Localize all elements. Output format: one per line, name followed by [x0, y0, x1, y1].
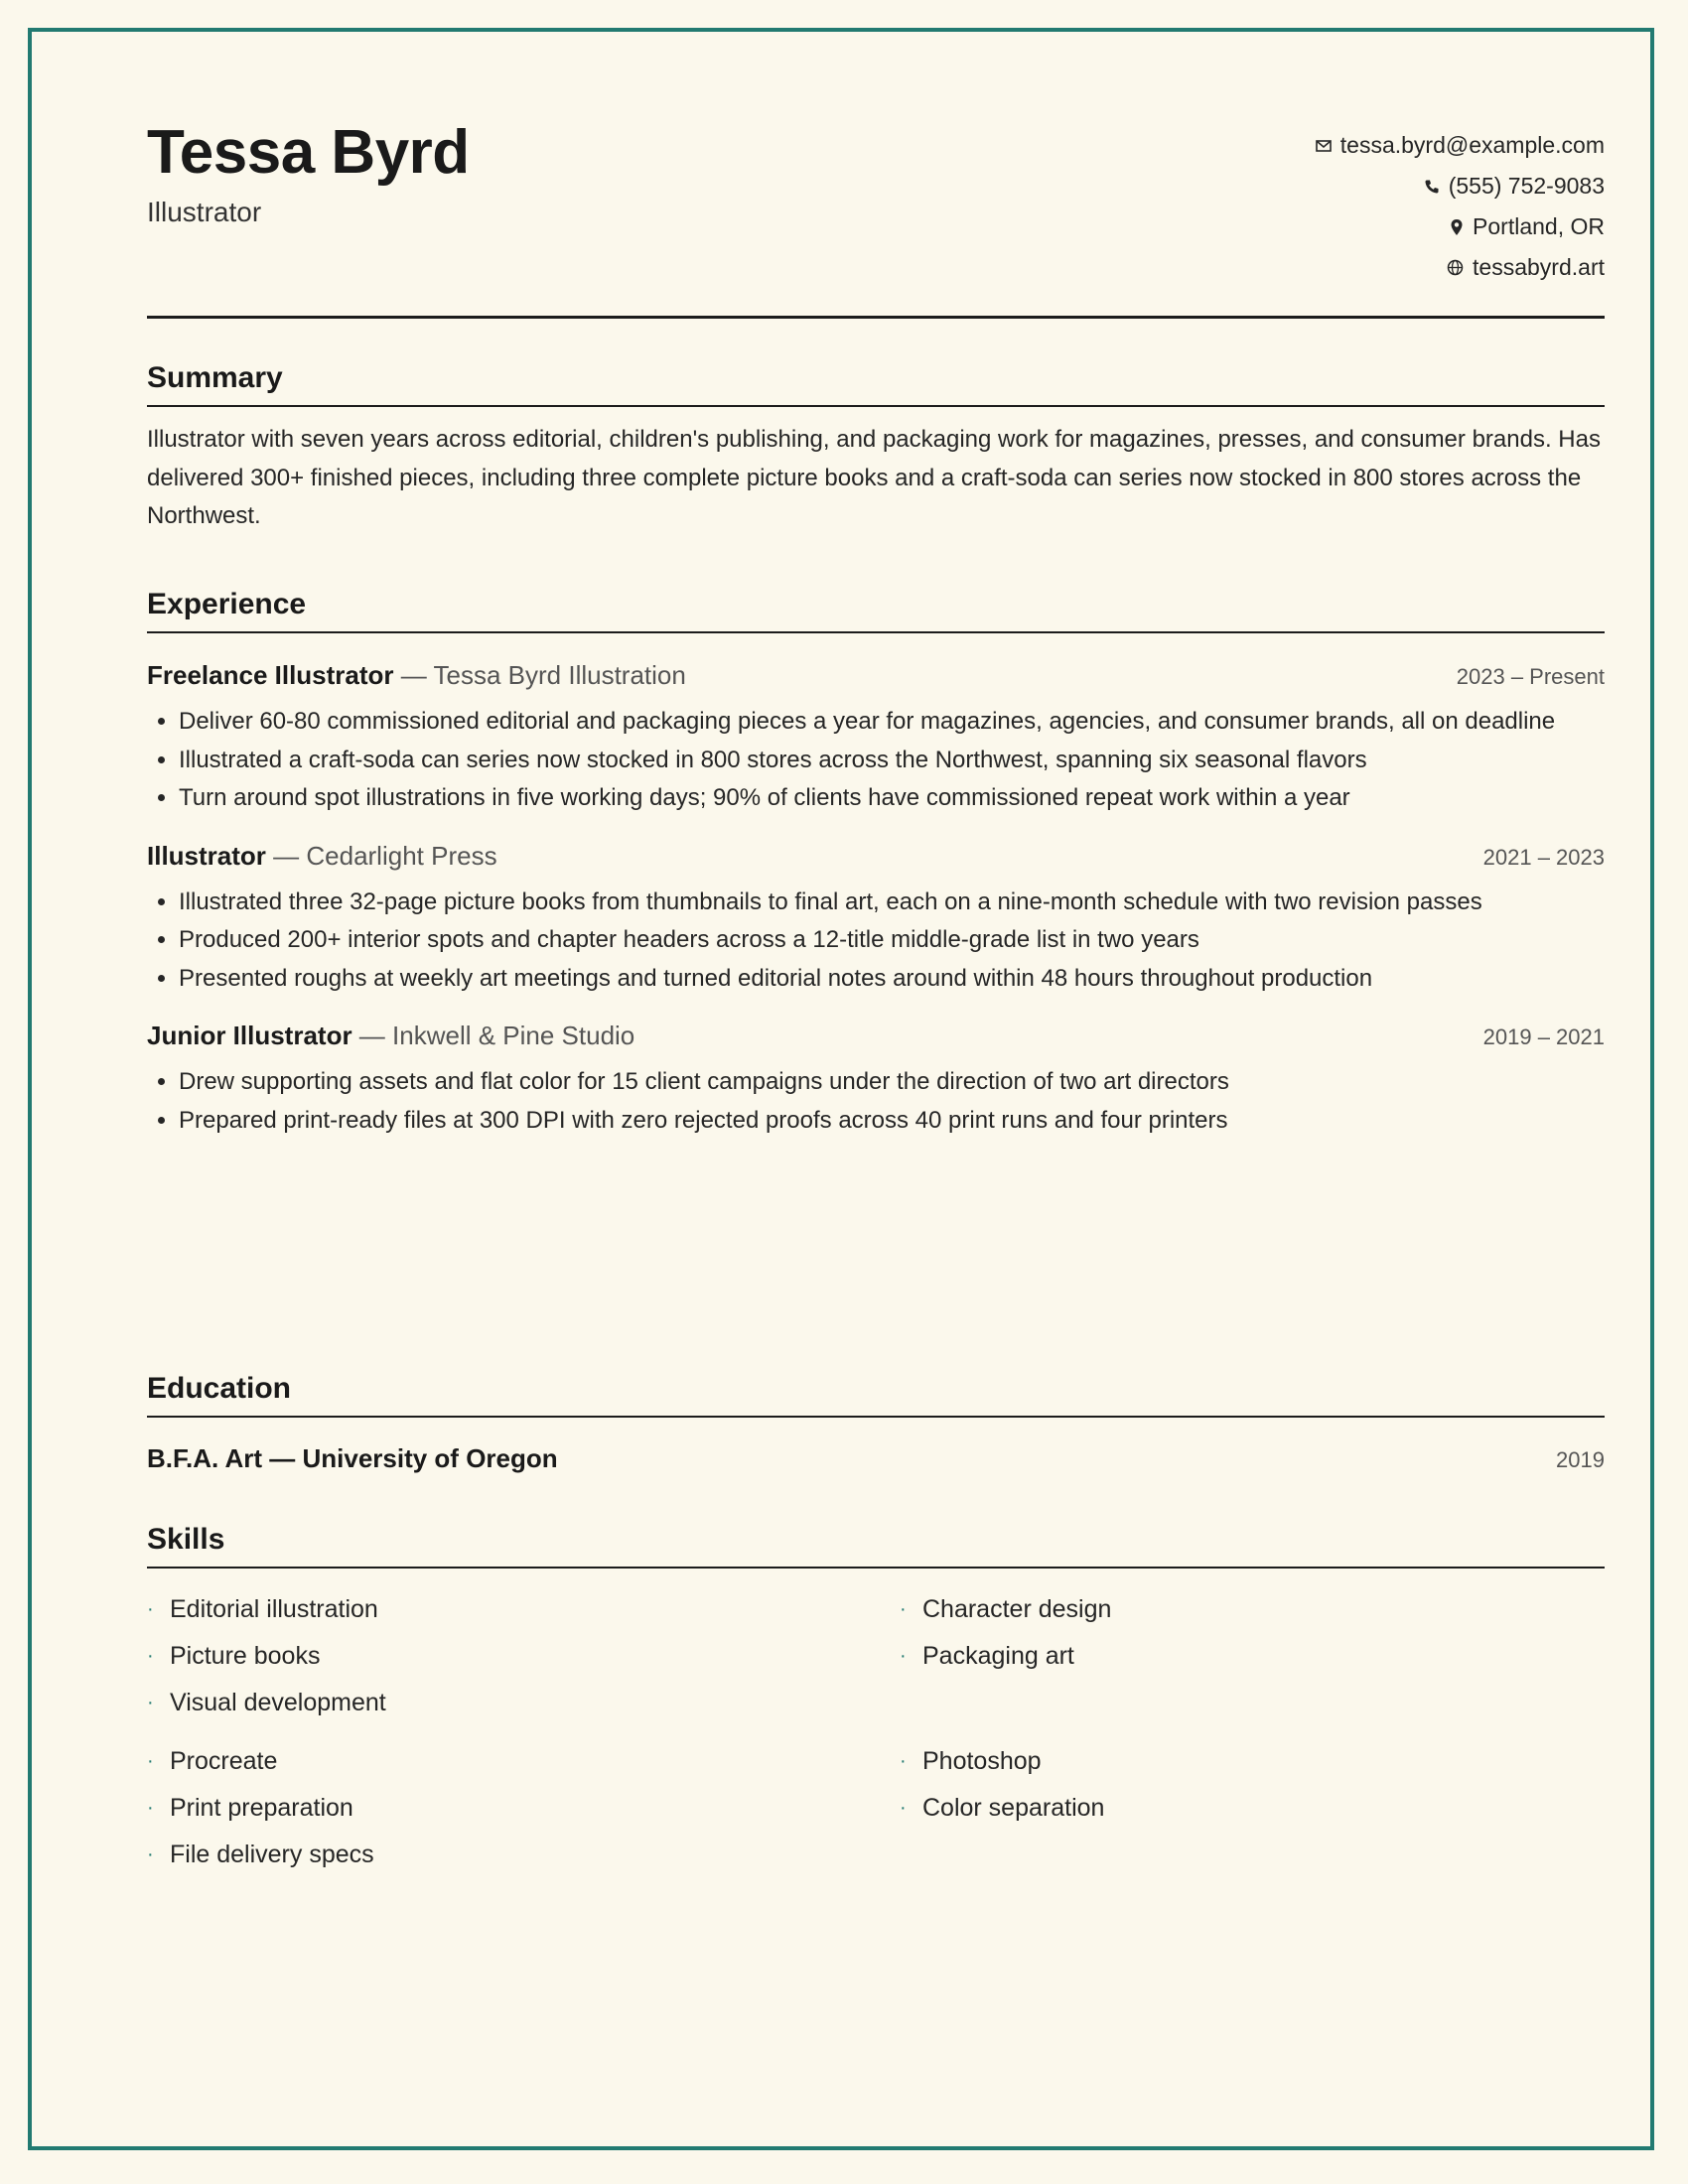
contact-location — [1316, 206, 1605, 247]
job-bullet: • Prepared print-ready files at 300 DPI with zero rejected proofs across 40 print runs and four printers — [179, 1102, 1605, 1141]
job-bullets — [147, 1063, 1605, 1140]
job-bullet: • Drew supporting assets and flat color for 15 client campaigns under the direction of two art directors — [179, 1063, 1605, 1102]
section-title-education: Education — [147, 1370, 1605, 1418]
contact-email-text: tessa.byrd@example.com — [1339, 132, 1605, 158]
skill-label: File delivery specs — [170, 1841, 374, 1868]
job-heading — [147, 838, 497, 874]
job-header — [147, 1018, 1605, 1055]
job-company: — Tessa Byrd Illustration — [393, 660, 686, 690]
job-bullet: • Illustrated a craft-soda can series now stocked in 800 stores across the Northwest, spanning six seasonal flavors — [179, 742, 1605, 780]
skill-label: Character design — [922, 1595, 1112, 1623]
skill-label: Visual development — [170, 1689, 386, 1716]
job-entry — [147, 657, 1605, 818]
section-title-summary: Summary — [147, 359, 1605, 407]
job-title: Freelance Illustrator — [147, 660, 394, 690]
contact-block — [1316, 125, 1605, 288]
skill-item — [147, 1738, 900, 1785]
skill-label: Procreate — [170, 1747, 278, 1775]
section-title-skills: Skills — [147, 1521, 1605, 1569]
contact-location-text: Portland, OR — [1473, 213, 1605, 239]
job-company: — Inkwell & Pine Studio — [352, 1021, 635, 1050]
job-heading — [147, 1018, 634, 1053]
contact-phone[interactable] — [1316, 166, 1605, 206]
job-title: Junior Illustrator — [147, 1021, 352, 1050]
skill-item — [900, 1738, 1605, 1785]
job-header — [147, 657, 1605, 695]
job-bullet: • Turn around spot illustrations in five working days; 90% of clients have commissioned repeat work within a year — [179, 779, 1605, 818]
section-title-experience: Experience — [147, 586, 1605, 633]
skill-item — [147, 1586, 900, 1633]
skill-item — [900, 1586, 1605, 1633]
candidate-role: Illustrator — [147, 197, 262, 227]
skill-item — [900, 1785, 1605, 1832]
job-bullets — [147, 703, 1605, 818]
bullet-dot-icon: · — [147, 1797, 154, 1819]
skill-item — [147, 1680, 900, 1726]
job-title: Illustrator — [147, 840, 266, 871]
skill-label: Print preparation — [170, 1794, 353, 1822]
mail-icon — [1316, 140, 1332, 152]
skill-item — [147, 1832, 900, 1878]
contact-email[interactable] — [1316, 125, 1605, 166]
experience-section — [147, 586, 1605, 1140]
header-divider — [147, 316, 1605, 319]
bullet-dot-icon: · — [900, 1598, 907, 1620]
education-degree: B.F.A. Art — University of Oregon — [147, 1443, 558, 1473]
bullet-dot-icon: · — [900, 1797, 907, 1819]
resume-header — [147, 117, 1605, 316]
education-entry — [147, 1441, 1605, 1477]
skill-label: Color separation — [922, 1794, 1105, 1822]
education-section — [147, 1370, 1605, 1477]
education-year: 2019 — [1556, 1447, 1605, 1472]
location-pin-icon — [1450, 218, 1464, 236]
job-entry — [147, 1018, 1605, 1140]
job-entry — [147, 838, 1605, 999]
job-dates: 2021 – 2023 — [1482, 844, 1605, 870]
resume-page — [147, 117, 1605, 1868]
bullet-dot-icon: · — [147, 1692, 154, 1713]
bullet-dot-icon: · — [147, 1843, 154, 1865]
candidate-name: Tessa Byrd — [147, 118, 470, 187]
job-heading — [147, 657, 686, 693]
summary-text: Illustrator with seven years across editorial, children's publishing, and packaging work for magazines, presses, and consumer brands. Has delivered 300+ finished pieces, including three complete picture books and a craft-soda can series now stocked in 800 stores across the Northwest. — [147, 426, 1601, 529]
skill-item — [147, 1785, 900, 1832]
skill-label: Picture books — [170, 1642, 321, 1670]
summary-section — [147, 359, 1605, 536]
job-company: — Cedarlight Press — [265, 840, 497, 871]
phone-icon — [1424, 179, 1440, 195]
skill-item — [900, 1633, 1605, 1680]
contact-website[interactable] — [1316, 247, 1605, 288]
globe-icon — [1447, 259, 1464, 276]
skills-section — [147, 1521, 1605, 1878]
job-bullet: • Deliver 60-80 commissioned editorial and packaging pieces a year for magazines, agencies, and consumer brands, all on deadline — [179, 703, 1605, 742]
job-dates: 2023 – Present — [1456, 664, 1605, 689]
bullet-dot-icon: · — [147, 1750, 154, 1772]
skill-item — [147, 1633, 900, 1680]
skill-label: Editorial illustration — [170, 1595, 378, 1623]
bullet-dot-icon: · — [147, 1645, 154, 1667]
bullet-dot-icon: · — [900, 1645, 907, 1667]
job-bullet: • Presented roughs at weekly art meetings and turned editorial notes around within 48 hours throughout production — [179, 960, 1605, 999]
contact-website-text: tessabyrd.art — [1473, 254, 1605, 280]
bullet-dot-icon: · — [900, 1750, 907, 1772]
skill-label: Packaging art — [922, 1642, 1074, 1670]
contact-phone-text: (555) 752-9083 — [1448, 173, 1605, 199]
bullet-dot-icon: · — [147, 1598, 154, 1620]
job-dates: 2019 – 2021 — [1482, 1024, 1605, 1049]
skills-group-2 — [147, 1738, 1605, 1878]
job-header — [147, 838, 1605, 876]
job-bullet: • Illustrated three 32-page picture books from thumbnails to final art, each on a nine-month schedule with two revision passes — [179, 884, 1605, 922]
job-bullet: • Produced 200+ interior spots and chapter headers across a 12-title middle-grade list in two years — [179, 921, 1605, 960]
skill-label: Photoshop — [922, 1747, 1042, 1775]
job-bullets — [147, 884, 1605, 999]
skills-group-1 — [147, 1586, 1605, 1726]
page-frame — [28, 28, 1654, 2150]
